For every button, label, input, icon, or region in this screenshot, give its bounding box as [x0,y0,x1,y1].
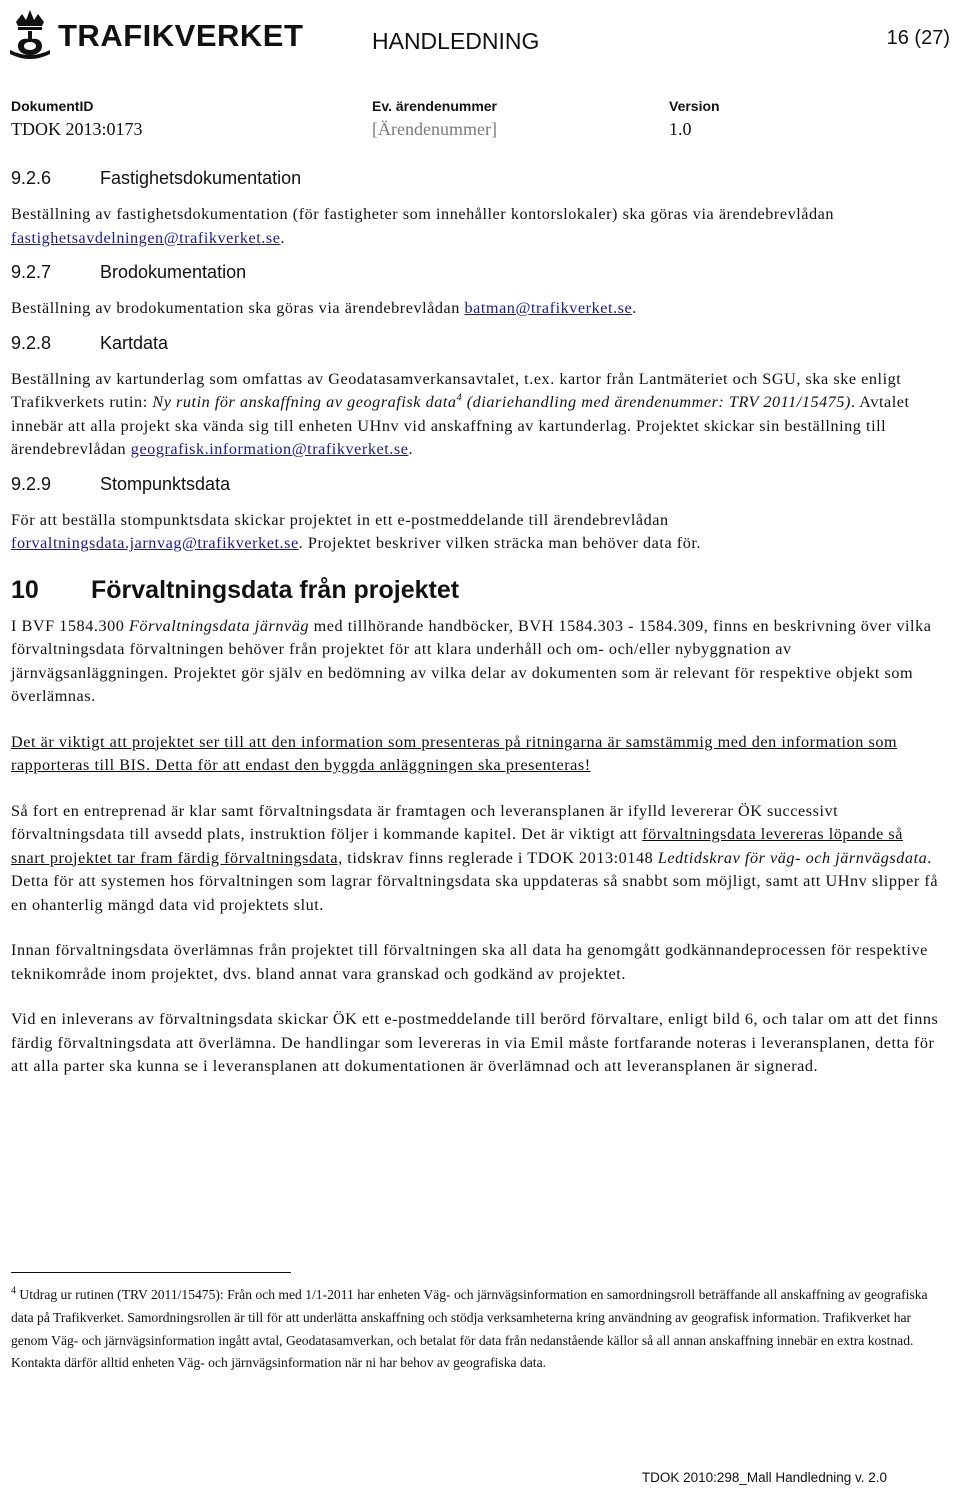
email-link-fastighetsavdelningen[interactable]: fastighetsavdelningen@trafikverket.se [11,228,281,247]
heading-number: 10 [11,575,39,604]
heading-title: Fastighetsdokumentation [100,168,302,188]
paragraph: Så fort en entreprenad är klar samt förvaltningsdata är framtagen och leveransplanen är ifylld levererar ÖK successivt förvaltningsdata till avsedd plats, instruktion följer i kommande kapitel. Det är viktigt att förvaltningsdata levereras löpande så snart projektet tar fram färdig förvaltningsdata, tidskrav finns reglerade i TDOK 2013:0148 Ledtidskrav för väg- och järnvägsdata. Detta för att systemen hos förvaltningen som lagrar förvaltningsdata ska uppdateras så snabbt som möjligt, samt att UHnv slipper få en ohanterlig mängd data vid projektets slut. [11,801,939,914]
meta-label-version: Version [669,98,720,114]
trafikverket-logo [8,4,303,62]
meta-value-version: 1.0 [669,119,692,139]
heading-title: Kartdata [100,332,169,353]
email-link-geografisk[interactable]: geografisk.information@trafikverket.se [130,440,409,458]
heading-number: 9.2.9 [11,473,52,494]
meta-label-documentid: DokumentID [11,98,94,114]
page-number: 16 (27) [886,27,950,49]
paragraph-important: Det är viktigt att projektet ser till att den information som presenteras på ritningarna är samstämmig med den information som rapporteras till BIS. Detta för att endast den byggda anläggningen ska presenteras! [11,732,898,774]
paragraph: För att beställa stompunktsdata skickar projektet in ett e-postmeddelande till ärendebrevlådan forvaltningsdata.jarnvag@trafikverket.se. Projektet beskriver vilken sträcka man behöver data för. [11,510,702,552]
footnote-ref[interactable]: 4 [456,392,463,404]
email-link-batman[interactable]: batman@trafikverket.se [464,299,633,317]
heading-number: 9.2.7 [11,262,52,282]
footnote-separator [11,1272,291,1273]
paragraph: Vid en inleverans av förvaltningsdata skickar ÖK ett e-postmeddelande till berörd förvaltare, enligt bild 6, och talar om att det finns färdig förvaltningsdata att överlämna. De handlingar som levereras in via Emil måste fortfarande noteras i leveransplanen, detta för att alla parter ska kunna se i leveransplanen att dokumentationen är överlämnad och att leveransplanen är signerad. [11,1010,939,1075]
heading-10 [11,576,941,605]
paragraph: Beställning av brodokumentation ska göras via ärendebrevlådan batman@trafikverket.se. [11,299,637,317]
heading-9-2-7 [11,262,941,283]
meta-label-arendenummer: Ev. ärendenummer [372,98,498,114]
document-type: HANDLEDNING [372,28,540,54]
email-link-forvaltningsdata[interactable]: forvaltningsdata.jarnvag@trafikverket.se [11,534,299,552]
paragraph: Innan förvaltningsdata överlämnas från projektet till förvaltningen ska all data ha genomgått godkännandeprocessen för respektive teknikområde inom projektet, dvs. bland annat vara granskad och godkänd av projektet. [11,941,928,983]
heading-title: Stompunktsdata [100,473,231,494]
heading-number: 9.2.8 [11,332,52,353]
crown-icon [8,6,52,60]
heading-title: Brodokumentation [100,262,247,282]
logo-text: TRAFIKVERKET [58,18,304,53]
document-body [11,168,941,1091]
meta-value-documentid: TDOK 2013:0173 [11,119,143,139]
paragraph: Beställning av fastighetsdokumentation (för fastigheter som innehåller kontorslokaler) ska göras via ärendebrevlådan fastighetsavdelningen@trafikverket.se. [11,205,835,247]
paragraph: I BVF 1584.300 Förvaltningsdata järnväg med tillhörande handböcker, BVH 1584.303 - 1584.309, finns en beskrivning över vilka förvaltningsdata förvaltningen behöver från projektet för att klara underhåll och om- och/eller nybyggnation av järnvägsanläggningen. Projektet gör själv en bedömning av vilka delar av dokumenten som är relevant för respektive objekt som överlämnas. [11,616,932,705]
template-footer: TDOK 2010:298_Mall Handledning v. 2.0 [641,1470,887,1485]
heading-number: 9.2.6 [11,168,52,188]
heading-9-2-9 [11,474,941,495]
heading-title: Förvaltningsdata från projektet [91,575,460,604]
heading-9-2-6 [11,168,941,189]
footnote-number: 4 [11,1285,16,1297]
footnote: $^4$ Utdrag ur rutinen (TRV 2011/15475): Från och med 1/1-2011 har enheten Väg- och järnvägsinformation en samordningsroll beträffande all anskaffning av geografiska data på Trafikverket. Samordningsrollen är till för att underlätta anskaffning och stödja verksamheterna kring användning av geografisk information. Trafikverket har genom Väg- och järnvägsinformation ingått avtal, Geodatasamverkan, och betalat för data från nedanstående källor så all annan anskaffning innebär en extra kostnad. Kontakta därför alltid enheten Väg- och järnvägsinformation när ni har behov av geografiska data. [11,1285,928,1371]
meta-value-arendenummer: [Ärendenummer] [372,119,497,139]
paragraph: Beställning av kartunderlag som omfattas av Geodatasamverkansavtalet, t.ex. kartor från Lantmäteriet och SGU, ska ske enligt Trafikverkets rutin: Ny rutin för anskaffning av geografisk data$^4$ (diariehandling med ärendenummer: TRV 2011/15475). Avtalet innebär att alla projekt ska vända sig till enheten UHnv vid anskaffning av kartunderlag. Projektet skickar sin beställning till ärendebrevlådan geografisk.information@trafikverket.se. [11,369,910,458]
heading-9-2-8 [11,333,941,354]
